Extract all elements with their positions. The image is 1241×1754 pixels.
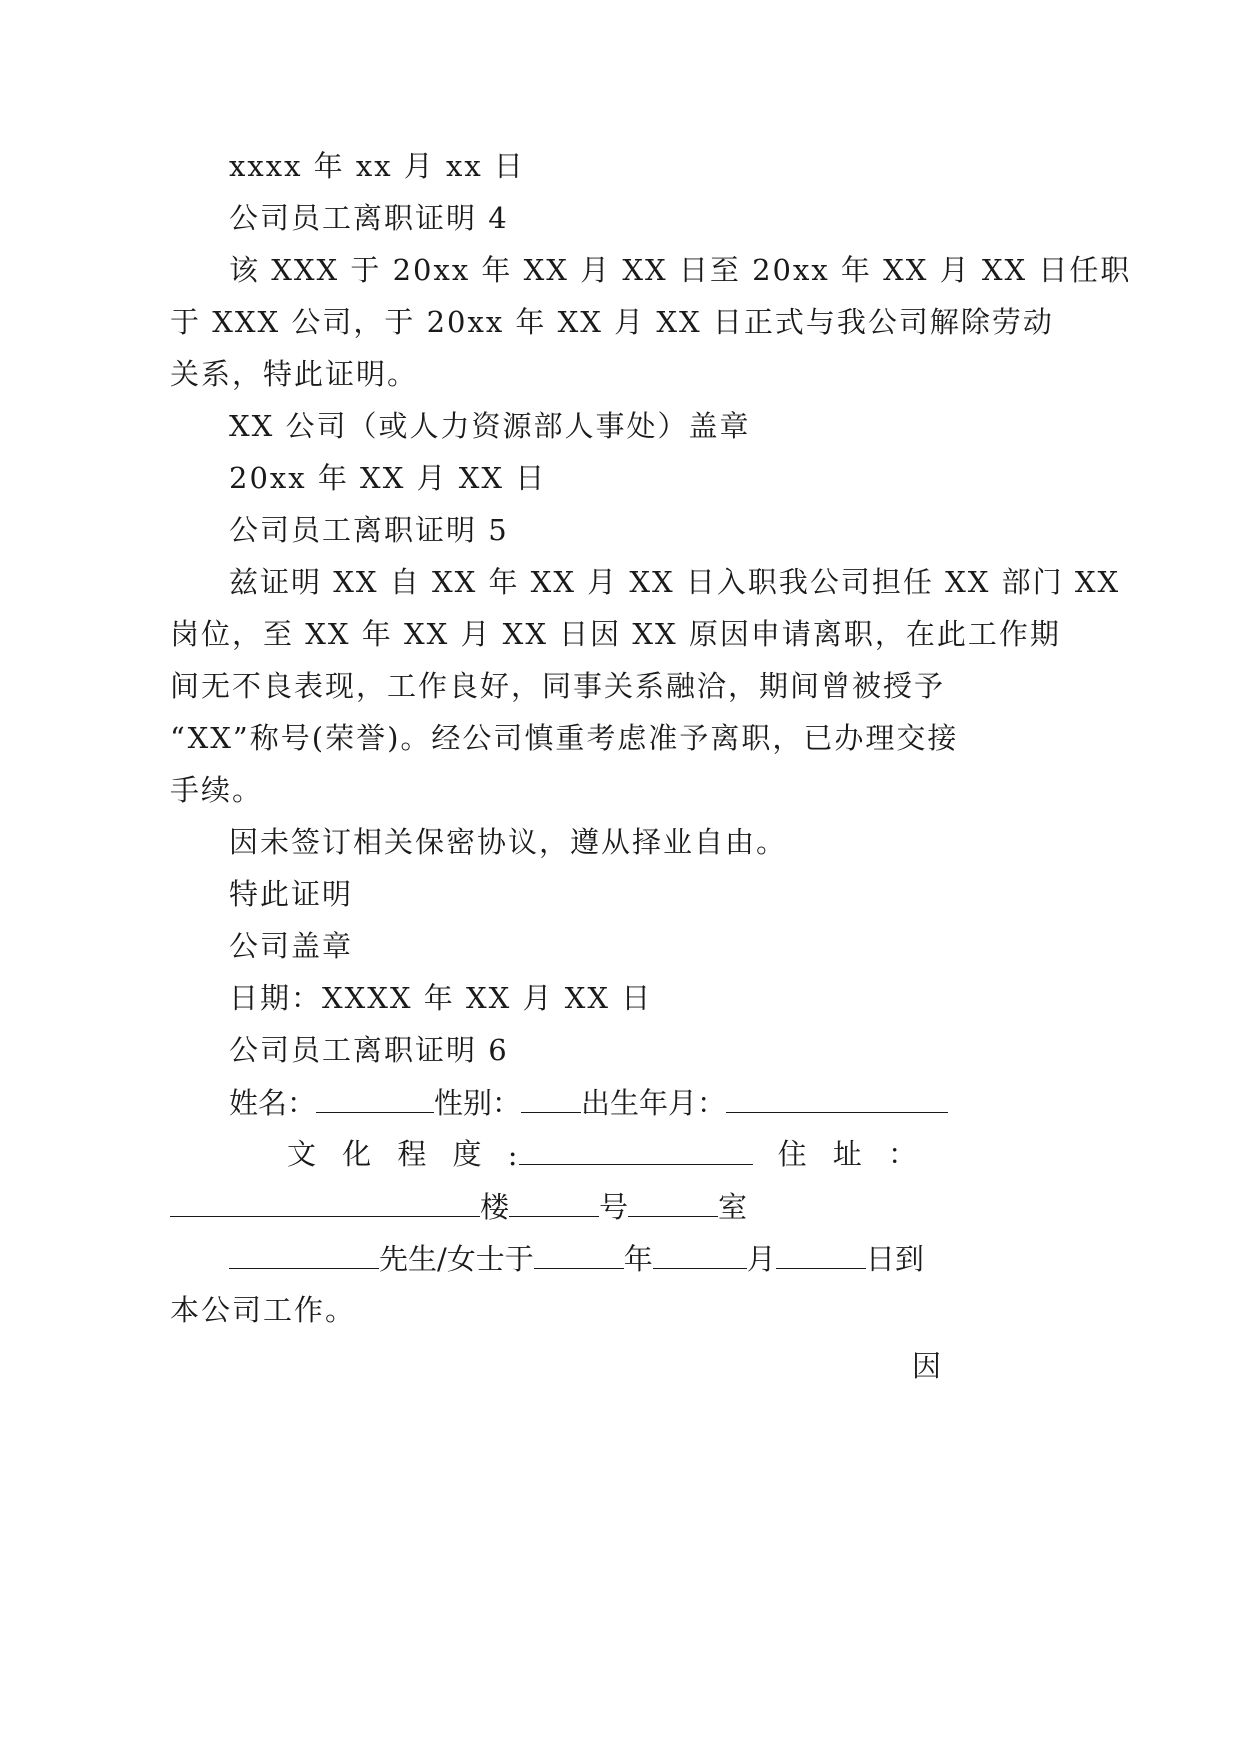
name-blank [316,1082,434,1113]
number-blank [628,1186,718,1217]
gender-label: 性别： [434,1086,522,1120]
number-label: 号 [599,1190,629,1224]
body-line: 岗位，至 XX 年 XX 月 XX 日因 XX 原因申请离职，在此工作期 [170,617,1061,651]
address-blank [170,1186,480,1217]
body-line: “XX”称号(荣誉)。经公司慎重考虑准予离职，已办理交接 [170,721,959,755]
form-row-education-address [287,1134,919,1175]
body-line: 因未签订相关保密协议，遵从择业自由。 [229,825,788,859]
addr-char: ： [887,1137,919,1171]
trailing-char: 因 [912,1349,944,1383]
person-blank [229,1238,379,1269]
date-line-1: xxxx 年 xx 月 xx 日 [229,149,525,183]
edu-char: 文 [287,1137,319,1171]
body-line: 于 XXX 公司，于 20xx 年 XX 月 XX 日正式与我公司解除劳动 [170,305,1054,339]
form-row-address-detail [170,1186,747,1227]
birth-label: 出生年月： [581,1086,727,1120]
date-line-3: 日期：XXXX 年 XX 月 XX 日 [229,981,653,1015]
edu-char: 程 [397,1137,429,1171]
certify-line: 特此证明 [229,877,354,911]
stamp-line: XX 公司（或人力资源部人事处）盖章 [229,409,751,443]
year-blank [534,1238,624,1269]
edu-char: 化 [342,1137,374,1171]
day-label: 日到 [865,1242,924,1276]
education-blank [519,1134,753,1165]
body-line: 手续。 [170,773,264,807]
section-heading-6: 公司员工离职证明 6 [229,1033,509,1067]
building-blank [509,1186,599,1217]
sir-madam-label: 先生/女士于 [379,1242,534,1276]
section-heading-4: 公司员工离职证明 4 [229,201,509,235]
gender-blank [521,1082,581,1113]
body-line: 关系，特此证明。 [170,357,419,391]
stamp-line: 公司盖章 [229,929,354,963]
building-label: 楼 [480,1190,510,1224]
form-row-personal [229,1082,941,1123]
form-row-start-date [229,1238,924,1279]
addr-char: 址 [832,1137,864,1171]
body-line: 兹证明 XX 自 XX 年 XX 月 XX 日入职我公司担任 XX 部门 XX [229,565,1121,599]
body-line: 本公司工作。 [170,1293,357,1327]
birth-blank [726,1082,948,1113]
edu-char: 度 [452,1137,484,1171]
year-label: 年 [623,1242,653,1276]
body-line: 间无不良表现，工作良好，同事关系融洽，期间曾被授予 [170,669,946,703]
month-label: 月 [746,1242,776,1276]
month-blank [653,1238,747,1269]
body-line: 该 XXX 于 20xx 年 XX 月 XX 日至 20xx 年 XX 月 XX 日任职 [229,253,1132,287]
addr-char: 住 [777,1137,809,1171]
date-line-2: 20xx 年 XX 月 XX 日 [229,461,547,495]
edu-colon-with-blank [508,1134,754,1175]
edu-colon: : [507,1138,520,1172]
name-label: 姓名： [229,1086,317,1120]
section-heading-5: 公司员工离职证明 5 [229,513,509,547]
day-blank [776,1238,866,1269]
room-label: 室 [718,1190,748,1224]
